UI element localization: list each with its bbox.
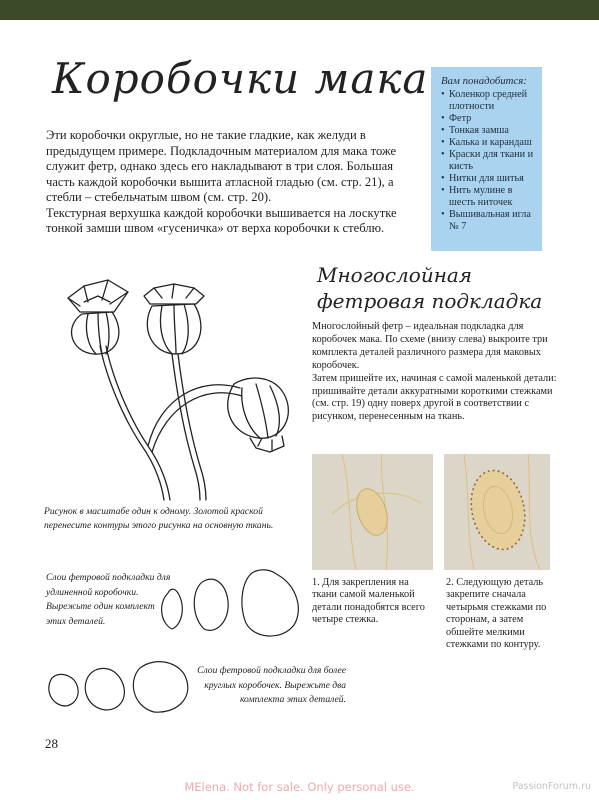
section-title-line2: фетровая подкладка: [317, 289, 543, 313]
felt-layer-large: [242, 570, 298, 636]
round-layers-caption: Слои фетровой подкладки для более круглых коробочек. Вырежьте два комплекта этих деталей.: [197, 665, 346, 705]
materials-item: • Калька и карандаш: [441, 137, 536, 149]
watermark: MElena. Not for sale. Only personal use.: [184, 780, 415, 794]
materials-list: [441, 89, 536, 233]
step-caption-2: 2. Следующую деталь закрепите сначала четырьмя стежками по сторонам, а затем обшейте мелкими стежками по контуру.: [446, 577, 547, 651]
poppy-pod-left: [68, 280, 128, 354]
top-bar: [0, 0, 599, 20]
page-title: Коробочки мака: [52, 54, 429, 103]
section-title-line1: Многослойная: [317, 263, 473, 287]
felt-layer-large: [133, 662, 187, 713]
felt-layer-medium: [194, 579, 228, 630]
materials-item: • Фетр: [441, 113, 536, 125]
poppy-pod-top: [144, 284, 204, 354]
section-paragraph-1: Многослойный фетр – идеальная подкладка для коробочек мака. По схеме (внизу слева) выкроите три комплекта деталей различного размера для маковых коробочек.: [312, 321, 548, 371]
section-title: [317, 262, 542, 314]
step-photo-2: [444, 454, 550, 570]
elongated-felt-layers: [150, 565, 310, 643]
poppy-pods-drawing: [44, 266, 300, 502]
round-felt-layers: [42, 656, 202, 716]
materials-item: • Тонкая замша: [441, 125, 536, 137]
felt-layer-small: [49, 674, 78, 706]
intro-paragraph-1: Эти коробочки округлые, но не такие гладкие, как желуди в предыдущем примере. Подкладочным материалом для мака тоже служит фетр, однако здесь его накладывают в три слоя. Большая часть каждой коробочки вышита атласной гладью (см. стр. 21), а стебли – стебельчатым швом (см. стр. 20).: [46, 128, 397, 204]
felt-layer-medium: [85, 668, 124, 710]
section-text: [312, 321, 562, 424]
section-paragraph-2: Затем пришейте их, начиная с самой маленькой детали: пришивайте детали аккуратными короткими стежками (см. стр. 19) одну поверх другой в соответствии с рисунком, перенесенным на ткань.: [312, 372, 557, 423]
intro-paragraph-2: Текстурная верхушка каждой коробочки вышивается на лоскутке тонкой замши швом «гусеничка» от верха коробочки к стеблю.: [46, 205, 397, 235]
intro-text: [46, 128, 416, 237]
materials-item: • Коленкор средней плотности: [441, 89, 536, 113]
elongated-layers-caption: Слои фетровой подкладки для удлиненной коробочки. Вырежьте один комплект этих деталей.: [46, 572, 171, 627]
page-number: 28: [45, 736, 58, 751]
felt-layer-small: [162, 589, 183, 629]
materials-title: Вам понадобится:: [441, 75, 527, 87]
step-photo-1: [312, 454, 433, 570]
materials-item: • Краски для ткани и кисть: [441, 149, 536, 173]
poppy-pod-right: [228, 378, 289, 452]
step-caption-1: 1. Для закрепления на ткани самой маленькой детали понадобятся всего четыре стежка.: [312, 577, 425, 626]
drawing-caption: Рисунок в масштабе один к одному. Золотой краской перенесите контуры этого рисунка на основную ткань.: [44, 506, 274, 531]
materials-item: • Нитки для шитья: [441, 173, 536, 185]
materials-box: [431, 67, 542, 251]
site-label: PassionForum.ru: [512, 781, 591, 792]
materials-item: • Вышивальная игла № 7: [441, 209, 536, 233]
materials-item: • Нить мулине в шесть ниточек: [441, 185, 536, 209]
